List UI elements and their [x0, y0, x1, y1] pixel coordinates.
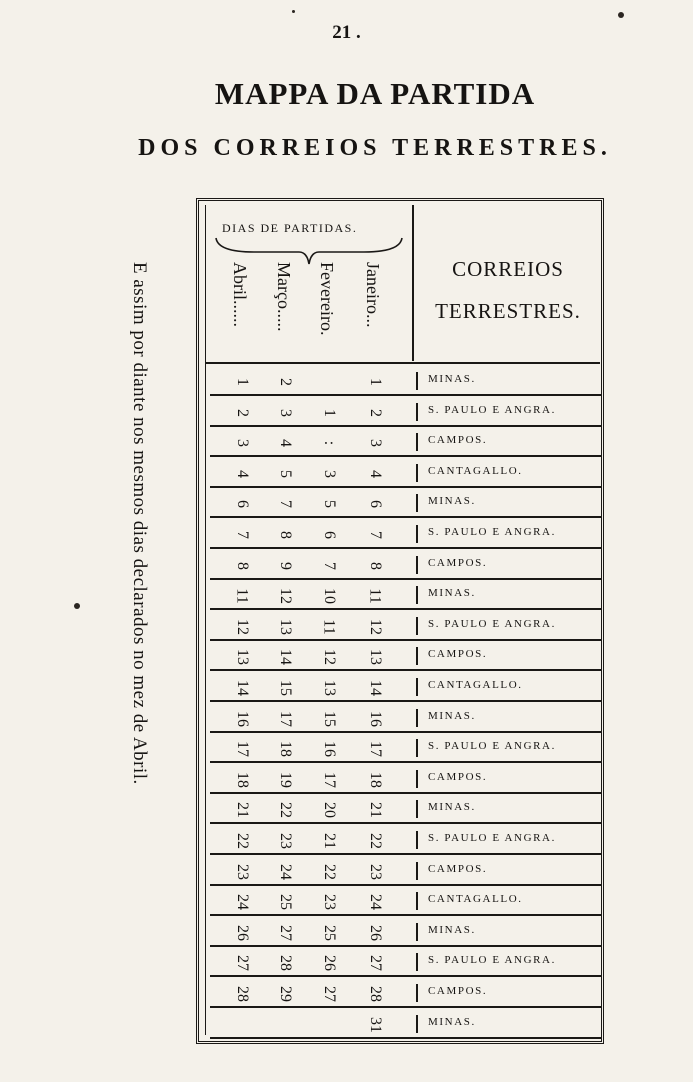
- day-value: 4: [234, 469, 251, 478]
- day-value: 2: [367, 408, 384, 417]
- day-value: 13: [367, 649, 384, 666]
- day-value: 7: [367, 531, 384, 539]
- page-number: 21 .: [332, 22, 361, 43]
- day-value: 21: [234, 802, 251, 819]
- table-row: [210, 611, 602, 641]
- route-separator: [416, 1015, 418, 1033]
- day-fev: [319, 370, 339, 394]
- day-fev: [319, 982, 339, 1006]
- day-fev: [319, 1013, 339, 1037]
- route-name: CAMPOS.: [428, 770, 488, 783]
- month-janeiro: Janeiro...: [363, 262, 383, 328]
- route-separator: [416, 494, 418, 512]
- table-row: [210, 1009, 602, 1039]
- day-value: 5: [277, 469, 294, 478]
- day-value: 17: [367, 741, 384, 758]
- day-value: 8: [277, 531, 294, 539]
- day-abr: [232, 798, 252, 822]
- table-row: [210, 641, 602, 671]
- route-name: MINAS.: [428, 1015, 476, 1028]
- day-value: 9: [277, 561, 294, 570]
- route-name: MINAS.: [428, 709, 476, 722]
- route-name: CAMPOS.: [428, 648, 488, 661]
- day-abr: [232, 554, 252, 578]
- day-value: :: [320, 440, 338, 446]
- side-note: E assim por diante nos mesmos dias declarados no mez de Abril.: [129, 262, 150, 785]
- day-value: 26: [234, 924, 251, 941]
- day-value: 1: [321, 408, 338, 417]
- day-fev: [319, 401, 339, 425]
- route-name: S. PAULO E ANGRA.: [428, 954, 556, 967]
- day-value: 6: [234, 500, 251, 509]
- day-mar: [275, 523, 295, 547]
- day-value: 11: [234, 588, 251, 604]
- table-row: [210, 794, 602, 824]
- day-value: 22: [321, 863, 338, 880]
- correios-terrestres-header: [418, 248, 598, 332]
- route-separator: [416, 556, 418, 574]
- day-value: 27: [234, 955, 251, 972]
- day-value: 3: [321, 469, 338, 478]
- day-value: 15: [277, 680, 294, 696]
- route-name: CAMPOS.: [428, 862, 488, 875]
- route-separator: [416, 800, 418, 818]
- route-separator: [416, 739, 418, 757]
- day-jan: [365, 860, 385, 884]
- day-mar: [275, 860, 295, 884]
- day-value: 28: [277, 955, 294, 972]
- route-name: S. PAULO E ANGRA.: [428, 740, 556, 753]
- ink-speck: [292, 10, 295, 13]
- route-separator: [416, 709, 418, 727]
- day-jan: [365, 554, 385, 578]
- day-value: 23: [367, 863, 384, 880]
- day-value: 26: [367, 924, 384, 941]
- day-value: 31: [367, 1016, 384, 1033]
- day-value: 22: [234, 833, 251, 849]
- day-jan: [365, 798, 385, 822]
- day-value: 18: [277, 741, 294, 758]
- table-row: [210, 733, 602, 763]
- day-mar: [275, 982, 295, 1006]
- day-value: 21: [367, 802, 384, 819]
- day-abr: [232, 890, 252, 914]
- day-value: 29: [277, 986, 294, 1002]
- route-separator: [416, 984, 418, 1002]
- day-jan: [365, 462, 385, 486]
- day-value: 24: [277, 863, 294, 880]
- day-mar: [275, 768, 295, 792]
- day-jan: [365, 707, 385, 731]
- route-separator: [416, 433, 418, 451]
- day-value: 14: [367, 680, 384, 696]
- day-value: 16: [234, 710, 251, 727]
- day-mar: [275, 645, 295, 669]
- route-separator: [416, 647, 418, 665]
- route-separator: [416, 831, 418, 849]
- day-value: 1: [234, 378, 251, 386]
- route-name: MINAS.: [428, 495, 476, 508]
- day-abr: [232, 768, 252, 792]
- table-row: [210, 427, 602, 457]
- table-row: [210, 458, 602, 488]
- table-row: [210, 917, 602, 947]
- day-fev: [319, 951, 339, 975]
- day-jan: [365, 523, 385, 547]
- row-rule: [210, 1037, 602, 1039]
- correios-header-line2: TERRESTRES.: [435, 299, 581, 323]
- table-row: [210, 519, 602, 549]
- day-value: 22: [277, 802, 294, 819]
- route-name: CAMPOS.: [428, 434, 488, 447]
- day-value: 5: [321, 500, 338, 509]
- day-mar: [275, 492, 295, 516]
- day-fev: [319, 890, 339, 914]
- header-rule: [206, 362, 600, 364]
- day-value: 3: [367, 439, 384, 448]
- day-abr: [232, 951, 252, 975]
- day-fev: [319, 492, 339, 516]
- day-mar: [275, 829, 295, 853]
- day-value: 19: [277, 771, 294, 788]
- day-mar: [275, 921, 295, 945]
- day-mar: [275, 554, 295, 578]
- day-fev: [319, 584, 339, 608]
- month-marco: Março.....: [274, 262, 294, 332]
- day-fev: [319, 523, 339, 547]
- day-value: 17: [234, 741, 251, 758]
- day-mar: [275, 584, 295, 608]
- day-value: 13: [321, 680, 338, 696]
- day-abr: [232, 676, 252, 700]
- route-separator: [416, 617, 418, 635]
- table-row: [210, 672, 602, 702]
- day-mar: [275, 431, 295, 455]
- day-fev: [319, 645, 339, 669]
- day-mar: [275, 401, 295, 425]
- day-jan: [365, 737, 385, 761]
- day-value: 21: [321, 833, 338, 849]
- day-value: 14: [277, 649, 294, 666]
- day-value: 11: [321, 619, 338, 635]
- table-row: [210, 764, 602, 794]
- day-abr: [232, 1013, 252, 1037]
- day-value: 8: [367, 561, 384, 570]
- day-jan: [365, 584, 385, 608]
- day-value: 2: [234, 408, 251, 417]
- day-value: 13: [277, 618, 294, 635]
- route-separator: [416, 953, 418, 971]
- day-jan: [365, 890, 385, 914]
- day-jan: [365, 982, 385, 1006]
- day-value: 11: [367, 588, 384, 604]
- day-fev: [319, 798, 339, 822]
- day-jan: [365, 951, 385, 975]
- route-name: CAMPOS.: [428, 556, 488, 569]
- day-mar: [275, 737, 295, 761]
- route-name: CANTAGALLO.: [428, 464, 523, 477]
- day-value: 26: [321, 955, 338, 972]
- route-name: S. PAULO E ANGRA.: [428, 526, 556, 538]
- table-inner-rule: [205, 205, 206, 1035]
- day-abr: [232, 492, 252, 516]
- day-abr: [232, 737, 252, 761]
- ink-speck: [74, 603, 80, 609]
- day-abr: [232, 401, 252, 425]
- day-abr: [232, 431, 252, 455]
- route-separator: [416, 862, 418, 880]
- day-jan: [365, 829, 385, 853]
- day-value: 2: [277, 378, 294, 386]
- day-value: 27: [367, 955, 384, 972]
- route-separator: [416, 464, 418, 482]
- day-value: 12: [321, 649, 338, 666]
- day-abr: [232, 523, 252, 547]
- table-row: [210, 978, 602, 1008]
- table-row: [210, 886, 602, 916]
- route-name: S. PAULO E ANGRA.: [428, 617, 556, 630]
- day-value: 8: [234, 561, 251, 570]
- route-name: S. PAULO E ANGRA.: [428, 403, 556, 416]
- table-row: [210, 550, 602, 580]
- table-row: [210, 703, 602, 733]
- day-value: 7: [321, 561, 338, 570]
- route-separator: [416, 892, 418, 910]
- day-fev: [319, 768, 339, 792]
- table-row: [210, 488, 602, 518]
- day-value: 7: [234, 531, 251, 539]
- day-mar: [275, 615, 295, 639]
- day-fev: [319, 921, 339, 945]
- day-value: 23: [321, 894, 338, 911]
- month-fevereiro: Fevereiro.: [317, 262, 337, 336]
- day-value: 22: [367, 833, 384, 849]
- day-value: 7: [277, 500, 294, 509]
- day-jan: [365, 768, 385, 792]
- route-separator: [416, 923, 418, 941]
- day-fev: [319, 615, 339, 639]
- day-jan: [365, 401, 385, 425]
- day-abr: [232, 370, 252, 394]
- day-value: 18: [367, 771, 384, 788]
- day-value: 12: [234, 618, 251, 635]
- day-mar: [275, 890, 295, 914]
- day-value: 20: [321, 802, 338, 819]
- day-value: 14: [234, 680, 251, 696]
- header-divider: [412, 205, 414, 361]
- day-jan: [365, 676, 385, 700]
- day-value: 12: [367, 618, 384, 635]
- day-mar: [275, 707, 295, 731]
- day-jan: [365, 645, 385, 669]
- day-jan: [365, 921, 385, 945]
- page-title: MAPPA DA PARTIDA: [214, 76, 536, 111]
- day-fev: [319, 462, 339, 486]
- day-abr: [232, 584, 252, 608]
- day-fev: [319, 707, 339, 731]
- route-separator: [416, 678, 418, 696]
- correios-header-line1: CORREIOS: [452, 257, 564, 281]
- route-separator: [416, 770, 418, 788]
- day-value: 17: [321, 771, 338, 788]
- day-abr: [232, 707, 252, 731]
- day-jan: [365, 492, 385, 516]
- day-fev: [319, 860, 339, 884]
- day-fev: [319, 676, 339, 700]
- day-jan: [365, 615, 385, 639]
- day-fev: [319, 737, 339, 761]
- page-subtitle: DOS CORREIOS TERRESTRES.: [138, 135, 612, 161]
- route-name: MINAS.: [428, 801, 476, 814]
- day-value: 27: [321, 986, 338, 1002]
- day-value: 1: [367, 378, 384, 386]
- month-abril: Abril......: [230, 262, 250, 327]
- day-abr: [232, 615, 252, 639]
- day-value: 16: [321, 741, 338, 758]
- day-value: 25: [277, 894, 294, 911]
- day-mar: [275, 462, 295, 486]
- route-name: MINAS.: [428, 373, 476, 385]
- ink-speck: [618, 12, 624, 18]
- dias-de-partidas-header: DIAS DE PARTIDAS.: [222, 221, 358, 235]
- day-value: 23: [277, 833, 294, 849]
- day-value: 3: [277, 408, 294, 417]
- day-value: 28: [367, 986, 384, 1002]
- table-row: [210, 856, 602, 886]
- day-abr: [232, 860, 252, 884]
- day-mar: [275, 370, 295, 394]
- day-mar: [275, 676, 295, 700]
- day-value: 4: [367, 469, 384, 478]
- day-value: 13: [234, 649, 251, 666]
- route-name: CAMPOS.: [428, 985, 488, 997]
- day-abr: [232, 462, 252, 486]
- route-separator: [416, 403, 418, 421]
- day-mar: [275, 1013, 295, 1037]
- day-abr: [232, 829, 252, 853]
- table-row: [210, 366, 602, 396]
- day-value: 15: [321, 710, 338, 727]
- route-separator: [416, 372, 418, 390]
- day-value: 16: [367, 710, 384, 727]
- day-value: 28: [234, 986, 251, 1002]
- day-value: 24: [234, 894, 251, 911]
- table-row: [210, 397, 602, 427]
- day-jan: [365, 370, 385, 394]
- day-value: 3: [234, 439, 251, 448]
- day-jan: [365, 431, 385, 455]
- day-jan: [365, 1013, 385, 1037]
- route-separator: [416, 525, 418, 543]
- day-value: 4: [277, 439, 294, 448]
- day-abr: [232, 921, 252, 945]
- route-name: MINAS.: [428, 587, 476, 600]
- day-value: 23: [234, 863, 251, 880]
- day-value: 24: [367, 894, 384, 911]
- day-fev: [319, 829, 339, 853]
- day-value: 17: [277, 710, 294, 727]
- day-value: 25: [321, 924, 338, 941]
- day-mar: [275, 798, 295, 822]
- day-value: 12: [277, 588, 294, 605]
- day-value: 18: [234, 771, 251, 788]
- table-row: [210, 580, 602, 610]
- table-row: [210, 825, 602, 855]
- day-fev: [319, 431, 339, 455]
- day-abr: [232, 982, 252, 1006]
- route-name: CANTAGALLO.: [428, 679, 523, 691]
- route-name: MINAS.: [428, 923, 476, 936]
- day-fev: [319, 554, 339, 578]
- day-value: 6: [367, 500, 384, 509]
- route-name: S. PAULO E ANGRA.: [428, 832, 556, 844]
- route-name: CANTAGALLO.: [428, 893, 523, 906]
- day-value: 27: [277, 924, 294, 941]
- table-row: [210, 947, 602, 977]
- day-value: 10: [321, 588, 338, 605]
- route-separator: [416, 586, 418, 604]
- day-value: 6: [321, 531, 338, 539]
- day-mar: [275, 951, 295, 975]
- day-abr: [232, 645, 252, 669]
